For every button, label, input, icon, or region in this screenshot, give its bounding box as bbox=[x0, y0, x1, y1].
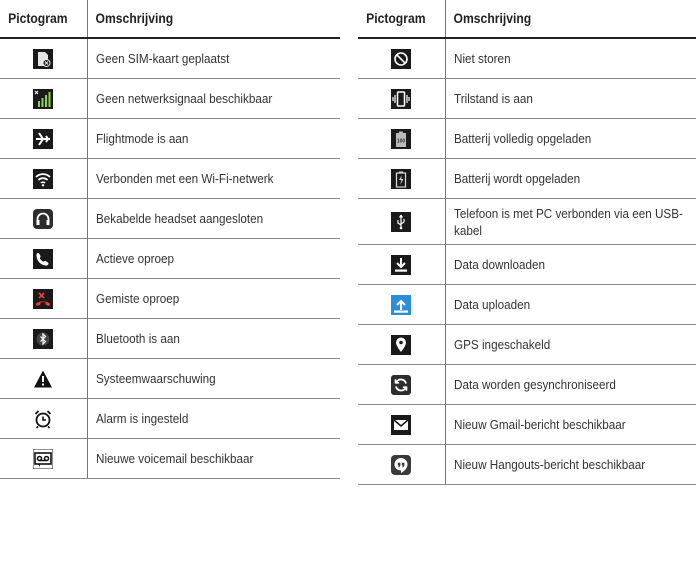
description-text: Systeemwaarschuwing bbox=[95, 371, 216, 386]
description-text: GPS ingeschakeld bbox=[453, 337, 550, 352]
pictogram-cell bbox=[0, 199, 87, 239]
column-header-pictogram: Pictogram bbox=[0, 0, 78, 38]
table-row bbox=[0, 159, 340, 199]
table-row bbox=[0, 119, 340, 159]
description-text: Verbonden met een Wi-Fi-netwerk bbox=[95, 171, 274, 186]
table-row bbox=[358, 285, 696, 325]
active-call-icon bbox=[33, 249, 53, 269]
no-sim-icon bbox=[33, 49, 53, 69]
description-cell bbox=[87, 38, 340, 79]
description-text: Batterij volledig opgeladen bbox=[453, 131, 591, 146]
description-text: Data uploaden bbox=[453, 297, 530, 312]
table-row bbox=[358, 405, 696, 445]
table-row bbox=[358, 245, 696, 285]
table-header-row bbox=[0, 0, 340, 38]
description-cell bbox=[87, 199, 340, 239]
description-text: Data worden gesynchroniseerd bbox=[453, 377, 616, 392]
description-cell bbox=[445, 119, 696, 159]
table-row bbox=[358, 325, 696, 365]
description-text: Batterij wordt opgeladen bbox=[453, 171, 580, 186]
description-text: Data downloaden bbox=[453, 257, 545, 272]
gps-icon bbox=[391, 335, 411, 355]
gmail-icon bbox=[391, 415, 411, 435]
pictogram-cell bbox=[0, 279, 87, 319]
pictogram-cell bbox=[0, 319, 87, 359]
description-cell bbox=[445, 199, 696, 245]
table-row bbox=[0, 399, 340, 439]
pictogram-cell bbox=[0, 159, 87, 199]
pictogram-cell bbox=[0, 399, 87, 439]
sync-icon bbox=[391, 375, 411, 395]
bluetooth-icon bbox=[33, 329, 53, 349]
description-text: Trilstand is aan bbox=[453, 91, 533, 106]
column-header-description: Omschrijving bbox=[445, 0, 671, 38]
table-row bbox=[0, 439, 340, 479]
alarm-icon bbox=[33, 409, 53, 429]
description-text: Actieve oproep bbox=[95, 251, 174, 266]
system-warning-icon bbox=[33, 369, 53, 389]
missed-call-icon bbox=[33, 289, 53, 309]
icon-table-right bbox=[358, 0, 696, 485]
wifi-icon bbox=[33, 169, 53, 189]
column-header-pictogram: Pictogram bbox=[358, 0, 436, 38]
upload-icon bbox=[391, 295, 411, 315]
description-cell bbox=[87, 79, 340, 119]
table-row bbox=[0, 279, 340, 319]
description-cell bbox=[445, 325, 696, 365]
pictogram-cell bbox=[358, 325, 445, 365]
table-row bbox=[0, 359, 340, 399]
description-cell bbox=[87, 239, 340, 279]
pictogram-cell bbox=[0, 359, 87, 399]
table-row bbox=[0, 239, 340, 279]
pictogram-cell bbox=[358, 79, 445, 119]
description-text: Bluetooth is aan bbox=[95, 331, 180, 346]
description-text: Nieuwe voicemail beschikbaar bbox=[95, 451, 253, 466]
battery-charging-icon bbox=[391, 169, 411, 189]
pictogram-cell bbox=[0, 119, 87, 159]
description-text: Geen SIM-kaart geplaatst bbox=[95, 51, 229, 66]
table-row bbox=[358, 119, 696, 159]
description-cell bbox=[87, 119, 340, 159]
description-text: Flightmode is aan bbox=[95, 131, 188, 146]
description-cell bbox=[445, 365, 696, 405]
table-row bbox=[358, 159, 696, 199]
pictogram-cell bbox=[358, 199, 445, 245]
description-cell bbox=[87, 439, 340, 479]
description-cell bbox=[445, 245, 696, 285]
table-row bbox=[0, 319, 340, 359]
description-cell bbox=[445, 159, 696, 199]
table-row bbox=[0, 38, 340, 79]
description-cell bbox=[445, 405, 696, 445]
description-text: Telefoon is met PC verbonden via een USB-kabel bbox=[453, 205, 683, 238]
pictogram-cell bbox=[358, 245, 445, 285]
description-cell bbox=[87, 159, 340, 199]
battery-full-icon bbox=[391, 129, 411, 149]
table-row bbox=[358, 199, 696, 245]
pictogram-cell bbox=[358, 159, 445, 199]
description-text: Nieuw Hangouts-bericht beschikbaar bbox=[453, 457, 645, 472]
pictogram-cell bbox=[358, 365, 445, 405]
description-text: Alarm is ingesteld bbox=[95, 411, 188, 426]
pictogram-cell bbox=[0, 239, 87, 279]
table-header-row bbox=[358, 0, 696, 38]
table-row bbox=[358, 38, 696, 79]
description-text: Geen netwerksignaal beschikbaar bbox=[95, 91, 272, 106]
pictogram-cell bbox=[358, 445, 445, 485]
voicemail-icon bbox=[33, 449, 53, 469]
description-text: Gemiste oproep bbox=[95, 291, 179, 306]
description-cell bbox=[445, 38, 696, 79]
table-row bbox=[0, 79, 340, 119]
description-text: Bekabelde headset aangesloten bbox=[95, 211, 263, 226]
wired-headset-icon bbox=[33, 209, 53, 229]
description-cell bbox=[445, 445, 696, 485]
pictogram-cell bbox=[358, 285, 445, 325]
pictogram-cell bbox=[0, 439, 87, 479]
description-cell bbox=[445, 285, 696, 325]
description-cell bbox=[87, 279, 340, 319]
pictogram-cell bbox=[358, 405, 445, 445]
table-row bbox=[0, 199, 340, 239]
description-cell bbox=[87, 359, 340, 399]
table-row bbox=[358, 79, 696, 119]
pictogram-cell bbox=[0, 38, 87, 79]
no-network-signal-icon bbox=[33, 89, 53, 109]
usb-icon bbox=[391, 212, 411, 232]
table-row bbox=[358, 365, 696, 405]
table-row bbox=[358, 445, 696, 485]
do-not-disturb-icon bbox=[391, 49, 411, 69]
pictogram-cell bbox=[0, 79, 87, 119]
flight-mode-icon bbox=[33, 129, 53, 149]
pictogram-cell bbox=[358, 38, 445, 79]
description-text: Nieuw Gmail-bericht beschikbaar bbox=[453, 417, 626, 432]
icon-table-left bbox=[0, 0, 340, 479]
svg-text:100: 100 bbox=[397, 138, 406, 144]
column-header-description: Omschrijving bbox=[87, 0, 315, 38]
vibrate-mode-icon bbox=[391, 89, 411, 109]
description-text: Niet storen bbox=[453, 51, 511, 66]
hangouts-icon bbox=[391, 455, 411, 475]
download-icon bbox=[391, 255, 411, 275]
description-cell bbox=[445, 79, 696, 119]
description-cell bbox=[87, 319, 340, 359]
pictogram-cell bbox=[358, 119, 445, 159]
description-cell bbox=[87, 399, 340, 439]
